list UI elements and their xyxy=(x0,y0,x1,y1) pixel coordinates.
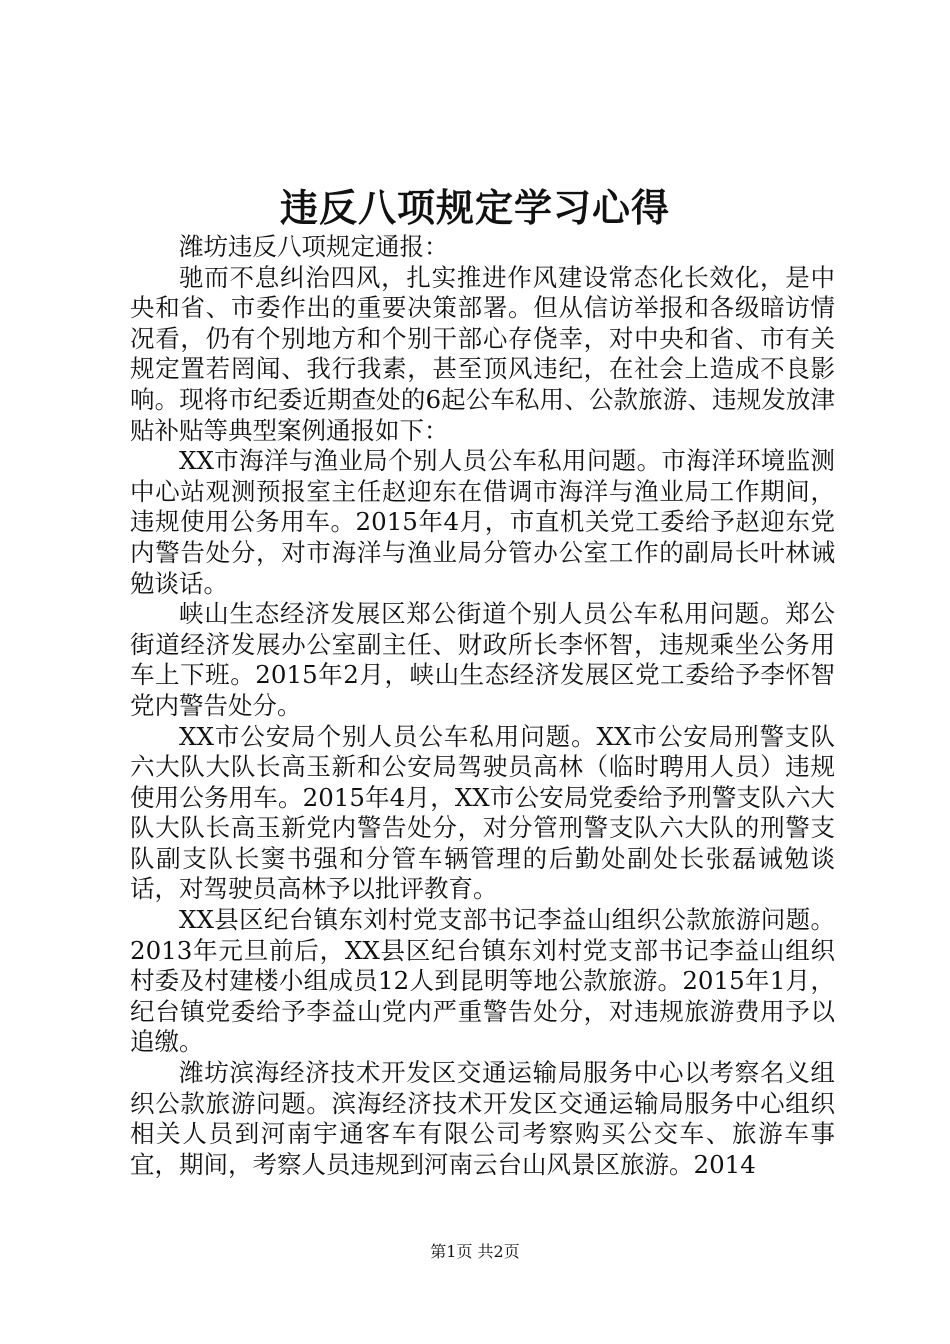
document-body xyxy=(130,232,835,1180)
paragraph-case-3: XX市公安局个别人员公车私用问题。XX市公安局刑警支队六大队大队长高玉新和公安局驾驶员高林（临时聘用人员）违规使用公务用车。2015年4月，XX市公安局党委给予刑警支队六大队大队长高玉新党内警告处分，对分管刑警支队六大队的刑警支队副支队长窦书强和分管车辆管理的后勤处副处长张磊诫勉谈话，对驾驶员高林予以批评教育。 xyxy=(130,721,835,904)
paragraph-intro: 潍坊违反八项规定通报： xyxy=(179,232,449,261)
paragraph-overview: 驰而不息纠治四风，扎实推进作风建设常态化长效化，是中央和省、市委作出的重要决策部署。但从信访举报和各级暗访情况看，仍有个别地方和个别干部心存侥幸，对中央和省、市有关规定置若罔闻、我行我素，甚至顶风违纪，在社会上造成不良影响。现将市纪委近期查处的6起公车私用、公款旅游、违规发放津贴补贴等典型案例通报如下： xyxy=(130,262,835,445)
paragraph-case-5: 潍坊滨海经济技术开发区交通运输局服务中心以考察名义组织公款旅游问题。滨海经济技术开发区交通运输局服务中心组织相关人员到河南宇通客车有限公司考察购买公交车、旅游车事宜，期间，考察人员违规到河南云台山风景区旅游。2014 xyxy=(130,1058,835,1179)
page-footer: 第1页 共2页 xyxy=(430,1242,520,1261)
paragraph-case-4: XX县区纪台镇东刘村党支部书记李益山组织公款旅游问题。2013年元旦前后，XX县区纪台镇东刘村党支部书记李益山组织村委及村建楼小组成员12人到昆明等地公款旅游。2015年1月，纪台镇党委给予李益山党内严重警告处分，对违规旅游费用予以追缴。 xyxy=(130,905,835,1057)
document-title: 违反八项规定学习心得 xyxy=(279,185,670,230)
paragraph-case-1: XX市海洋与渔业局个别人员公车私用问题。市海洋环境监测中心站观测预报室主任赵迎东在借调市海洋与渔业局工作期间，违规使用公务用车。2015年4月，市直机关党工委给予赵迎东党内警告处分，对市海洋与渔业局分管办公室工作的副局长叶林诫勉谈话。 xyxy=(130,446,835,598)
paragraph-case-2: 峡山生态经济发展区郑公街道个别人员公车私用问题。郑公街道经济发展办公室副主任、财政所长李怀智，违规乘坐公务用车上下班。2015年2月，峡山生态经济发展区党工委给予李怀智党内警告处分。 xyxy=(130,599,835,720)
